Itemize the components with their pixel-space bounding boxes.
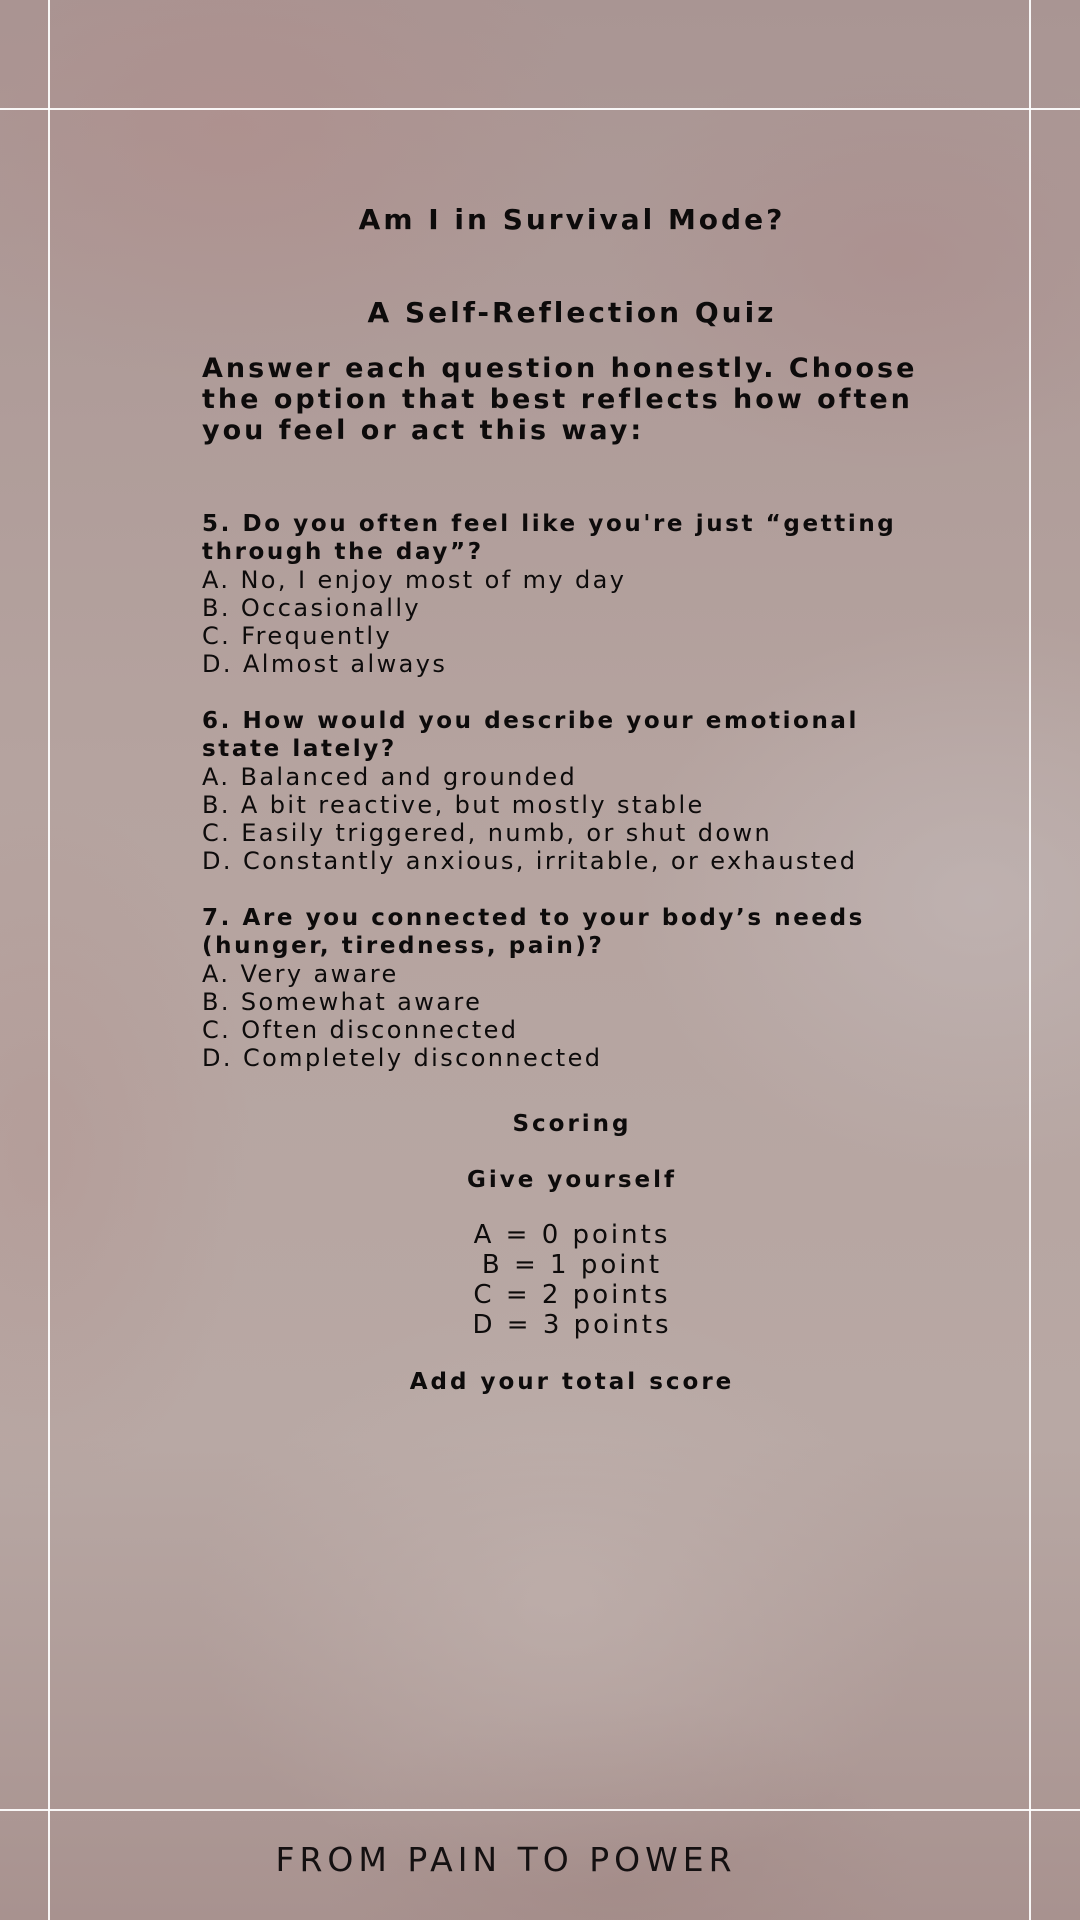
option-a: A. Balanced and grounded [202, 763, 578, 791]
option-d: D. Constantly anxious, irritable, or exhausted [202, 847, 858, 875]
option-c: C. Easily triggered, numb, or shut down [202, 819, 773, 847]
scoring-section [202, 1110, 942, 1396]
page-title: Am I in Survival Mode? [358, 203, 786, 236]
intro-text: Answer each question honestly. Choose the option that best reflects how often you feel or act this way: [202, 353, 918, 446]
option-b: B. Somewhat aware [202, 988, 483, 1016]
points-d: D = 3 points [472, 1310, 672, 1340]
footer-brand: FROM PAIN TO POWER [275, 1840, 737, 1879]
option-b: B. A bit reactive, but mostly stable [202, 791, 705, 819]
option-a: A. Very aware [202, 960, 399, 988]
question-5 [202, 510, 942, 678]
frame-line-bottom [0, 1809, 1080, 1811]
question-text: 7. Are you connected to your body’s needs (hunger, tiredness, pain)? [202, 905, 865, 959]
frame-line-left [48, 0, 50, 1920]
frame-line-top [0, 108, 1080, 110]
scoring-instruction: Give yourself [466, 1167, 678, 1193]
option-d: D. Completely disconnected [202, 1044, 603, 1072]
question-7 [202, 904, 942, 1072]
quiz-content [202, 198, 942, 1396]
frame-line-right [1029, 0, 1031, 1920]
option-d: D. Almost always [202, 650, 448, 678]
option-b: B. Occasionally [202, 594, 422, 622]
points-a: A = 0 points [473, 1220, 671, 1250]
points-b: B = 1 point [481, 1250, 663, 1280]
option-a: A. No, I enjoy most of my day [202, 566, 627, 594]
scoring-total: Add your total score [409, 1369, 735, 1395]
question-text: 6. How would you describe your emotional state lately? [202, 708, 860, 762]
question-list [202, 510, 942, 1072]
option-c: C. Frequently [202, 622, 393, 650]
points-c: C = 2 points [473, 1280, 671, 1310]
points-list [202, 1220, 942, 1340]
option-c: C. Often disconnected [202, 1016, 519, 1044]
scoring-title: Scoring [512, 1111, 632, 1137]
question-6 [202, 707, 942, 875]
question-text: 5. Do you often feel like you're just “getting through the day”? [202, 511, 897, 565]
page-subtitle: A Self-Reflection Quiz [367, 296, 777, 329]
